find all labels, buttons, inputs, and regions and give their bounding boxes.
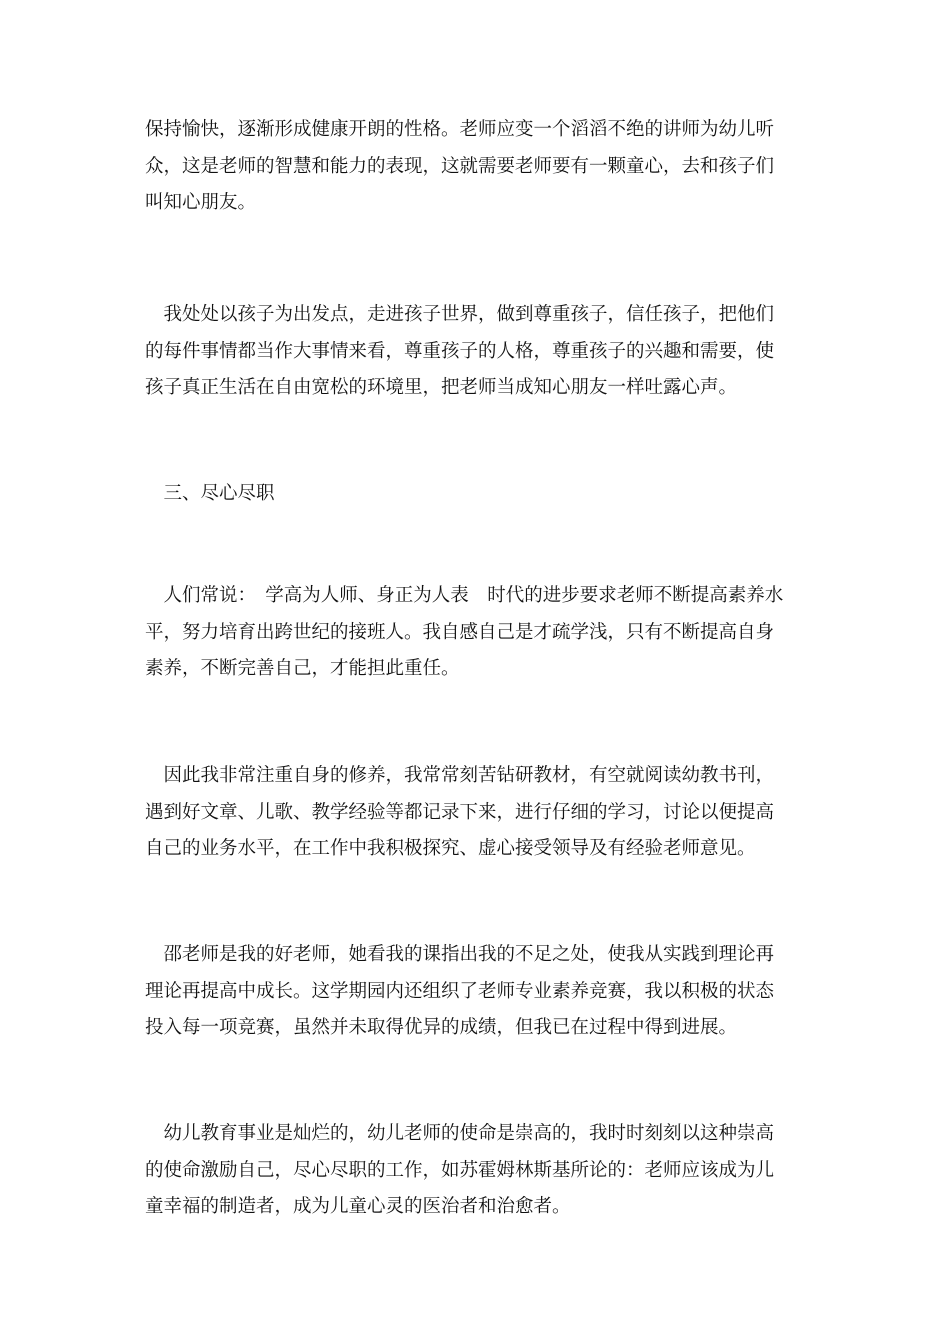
- paragraph-line: 人们常说： 学高为人师、身正为人表 时代的进步要求老师不断提高素养水: [145, 585, 784, 606]
- paragraph-2: [145, 297, 825, 407]
- paragraph-line: 我处处以孩子为出发点，走进孩子世界，做到尊重孩子，信任孩子，把他们: [145, 304, 775, 325]
- paragraph-line: 保持愉快，逐渐形成健康开朗的性格。老师应变一个滔滔不绝的讲师为幼儿听: [145, 119, 775, 140]
- paragraph-line: 叫知心朋友。: [145, 192, 257, 213]
- paragraph-5: [145, 937, 825, 1047]
- paragraph-line: 自己的业务水平，在工作中我积极探究、虚心接受领导及有经验老师意见。: [145, 838, 756, 859]
- paragraph-line: 遇到好文章、儿歌、教学经验等都记录下来，进行仔细的学习，讨论以便提高: [145, 801, 775, 823]
- paragraph-4: [145, 758, 825, 868]
- paragraph-3: [145, 578, 825, 688]
- paragraph-line: 因此我非常注重自身的修养，我常常刻苦钻研教材，有空就阅读幼教书刊，: [145, 765, 775, 786]
- paragraph-line: 素养，不断完善自己，才能担此重任。: [145, 658, 460, 679]
- paragraph-line: 理论再提高中成长。这学期园内还组织了老师专业素养竞赛，我以积极的状态: [145, 980, 775, 1002]
- paragraph-6: [145, 1116, 825, 1226]
- paragraph-line: 的使命激励自己，尽心尽职的工作，如苏霍姆林斯基所论的：老师应该成为儿: [145, 1159, 775, 1181]
- paragraph-line: 孩子真正生活在自由宽松的环境里，把老师当成知心朋友一样吐露心声。: [145, 377, 738, 398]
- paragraph-line: 邵老师是我的好老师，她看我的课指出我的不足之处，使我从实践到理论再: [145, 944, 775, 965]
- paragraph-line: 的每件事情都当作大事情来看，尊重孩子的人格，尊重孩子的兴趣和需要，使: [145, 340, 775, 362]
- paragraph-line: 平，努力培育出跨世纪的接班人。我自感自己是才疏学浅，只有不断提高自身: [145, 621, 775, 643]
- paragraph-1: [145, 112, 825, 222]
- paragraph-line: 童幸福的制造者，成为儿童心灵的医治者和治愈者。: [145, 1196, 571, 1217]
- paragraph-line: 众，这是老师的智慧和能力的表现，这就需要老师要有一颗童心，去和孩子们: [145, 155, 775, 177]
- section-heading: [145, 476, 825, 513]
- heading-line: 三、尽心尽职: [145, 483, 275, 504]
- paragraph-line: 幼儿教育事业是灿烂的，幼儿老师的使命是崇高的，我时时刻刻以这种崇高: [145, 1123, 775, 1144]
- paragraph-line: 投入每一项竞赛，虽然并未取得优异的成绩，但我已在过程中得到进展。: [145, 1017, 738, 1038]
